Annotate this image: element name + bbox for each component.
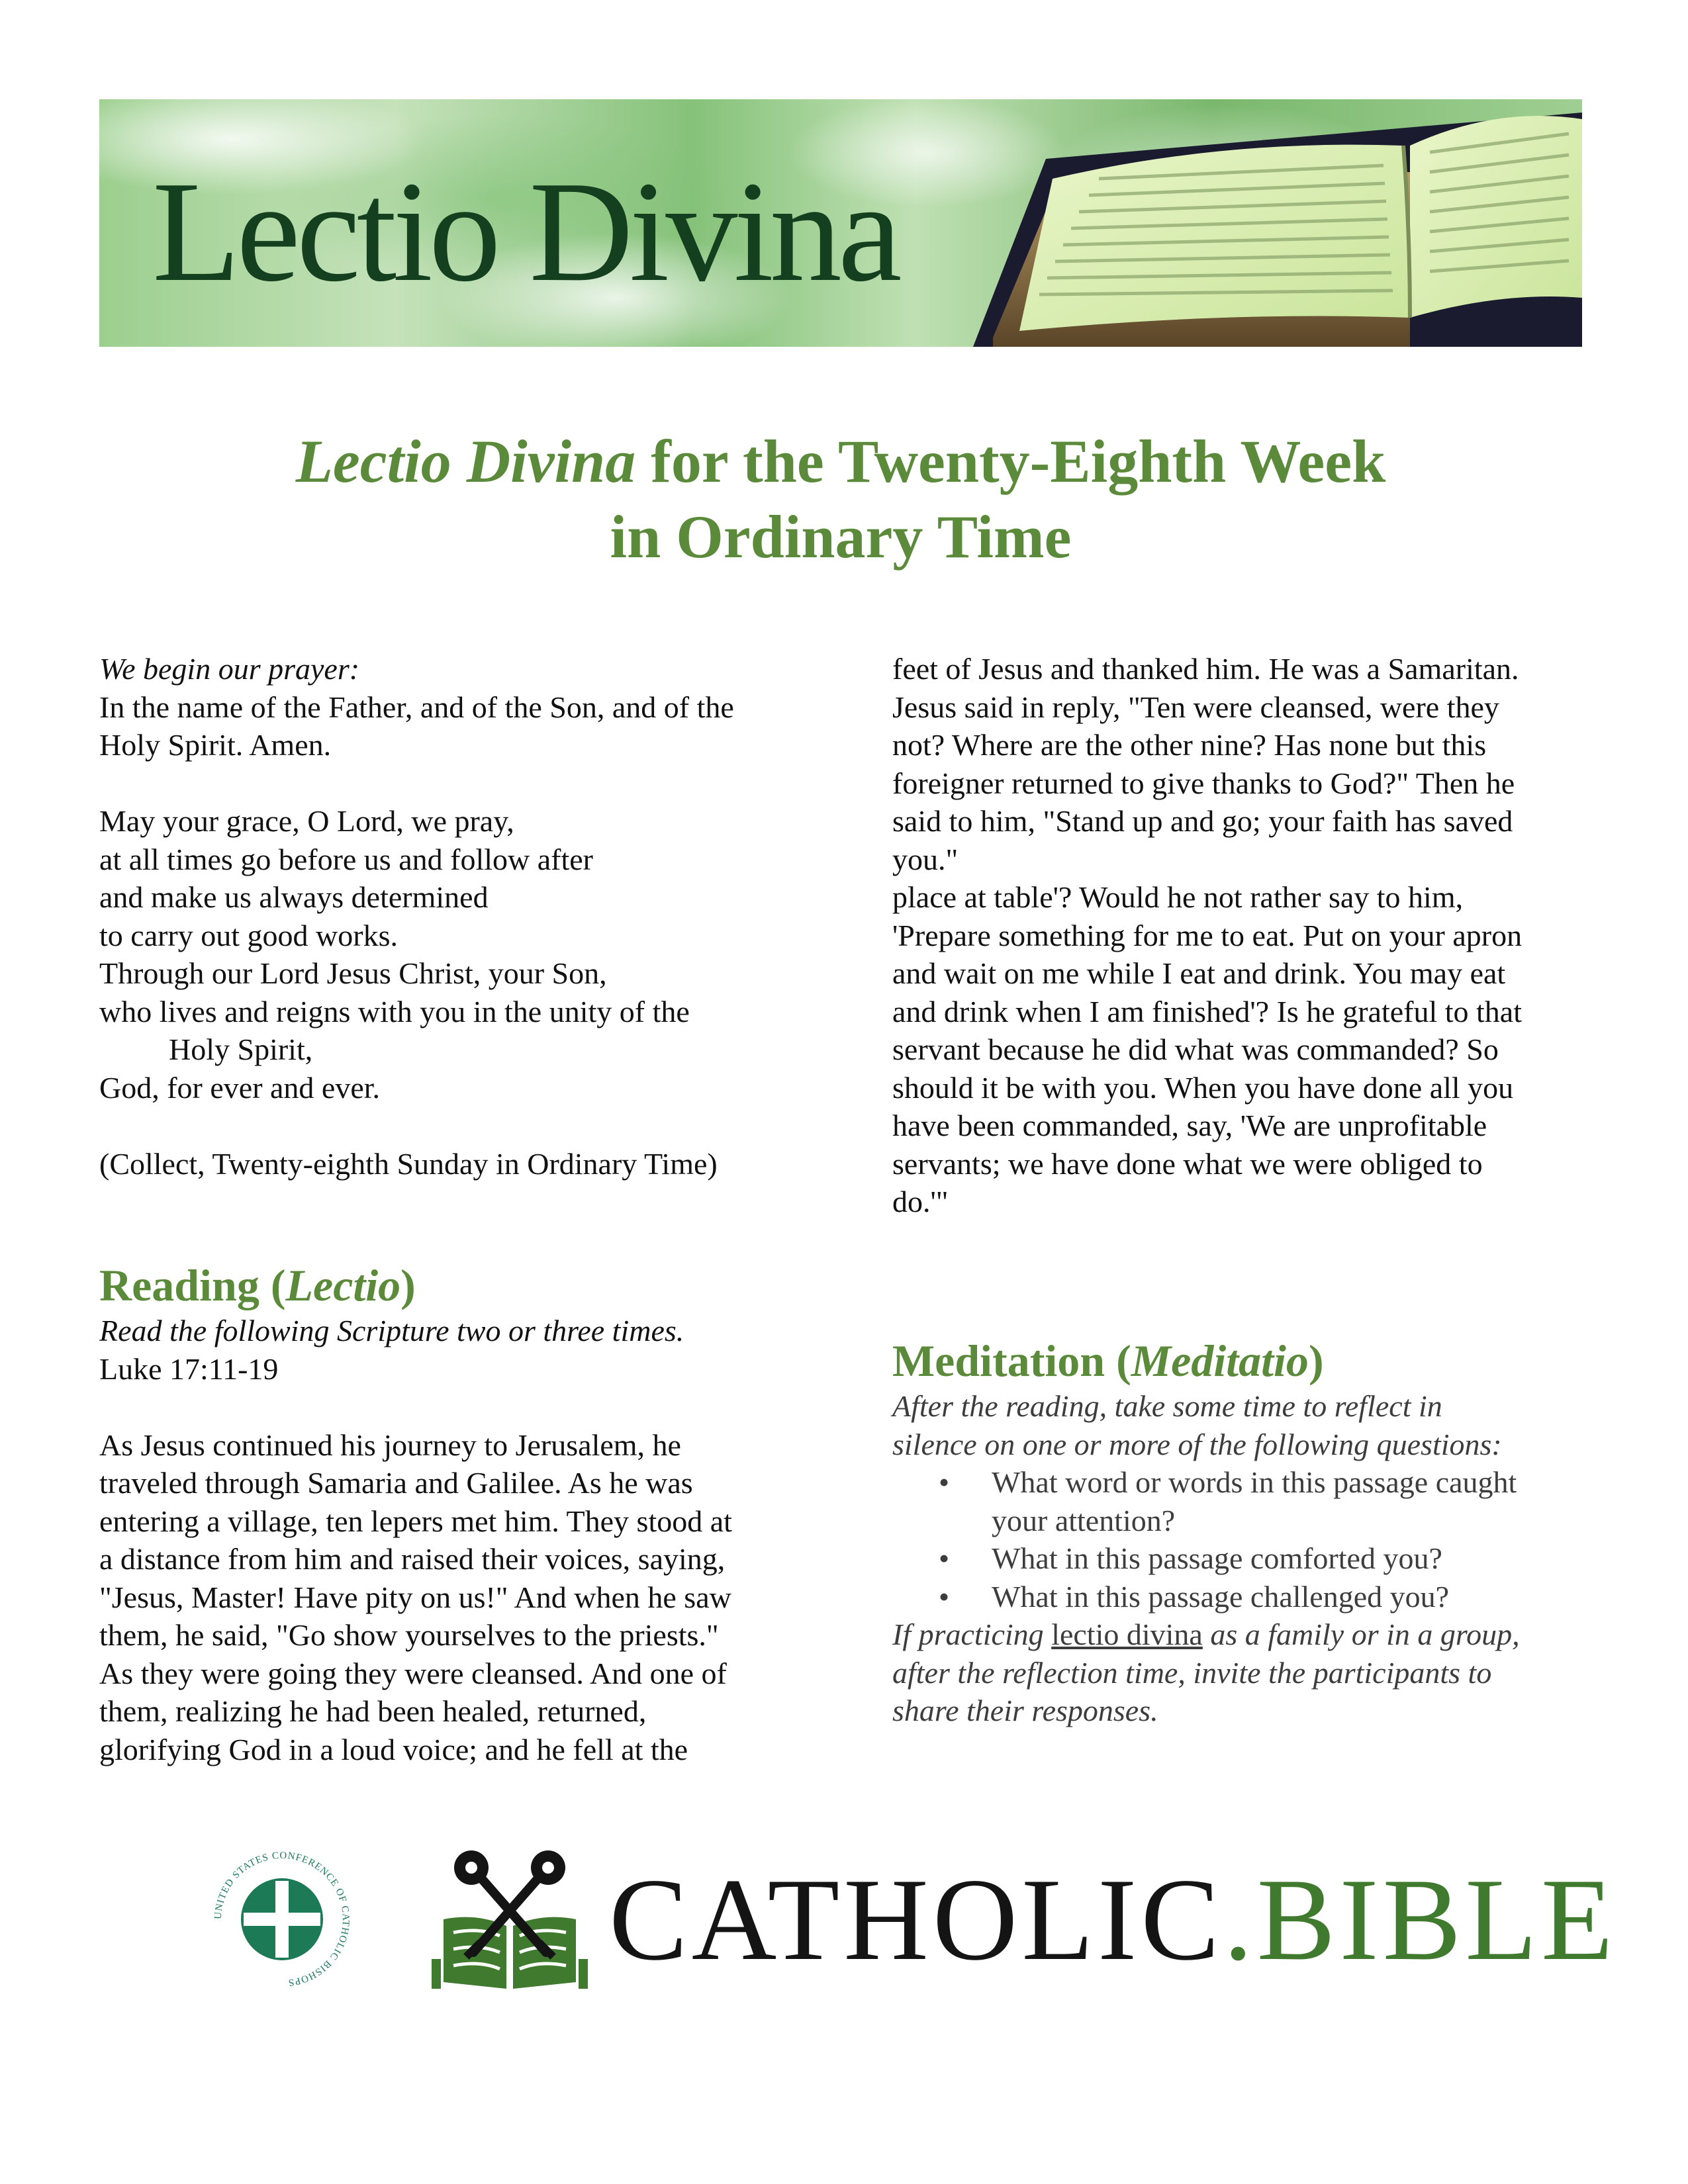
scripture-line: As they were going they were cleansed. And one of bbox=[99, 1656, 727, 1690]
collect-line: at all times go before us and follow after bbox=[99, 842, 593, 876]
scripture-line: glorifying God in a loud voice; and he fell at the bbox=[99, 1732, 688, 1766]
scripture-line: have been commanded, say, 'We are unprofitable bbox=[892, 1109, 1487, 1142]
lectio-divina-link[interactable]: lectio divina bbox=[1051, 1617, 1203, 1651]
scripture-line: "Jesus, Master! Have pity on us!" And when he saw bbox=[99, 1580, 731, 1614]
group-note-line: share their responses. bbox=[892, 1694, 1158, 1727]
brand-catholic: CATHOLIC bbox=[609, 1854, 1224, 1985]
scripture-line: servant because he did what was commanded? So bbox=[892, 1032, 1499, 1066]
banner-title: Lectio Divina bbox=[152, 152, 898, 312]
brand-bible: BIBLE bbox=[1256, 1854, 1617, 1985]
page-title bbox=[99, 424, 1582, 574]
list-item: • What word or words in this passage caught your attention? bbox=[892, 1463, 1594, 1539]
collect-line: Holy Spirit, bbox=[169, 1032, 313, 1066]
scripture-citation: Luke 17:11-19 bbox=[99, 1351, 279, 1386]
catholic-bible-wordmark bbox=[609, 1853, 1617, 1985]
reading-heading: Reading (Lectio) bbox=[99, 1260, 416, 1310]
prayer-intro: We begin our prayer: bbox=[99, 652, 360, 686]
meditation-questions bbox=[892, 1463, 1594, 1615]
scripture-line: and wait on me while I eat and drink. You may eat bbox=[892, 956, 1506, 990]
usccb-logo bbox=[209, 1846, 355, 1992]
meditation-instruction: After the reading, take some time to reflect in bbox=[892, 1389, 1442, 1423]
group-note-line: If practicing lectio divina as a family or in a group, bbox=[892, 1617, 1520, 1651]
reading-section bbox=[99, 1312, 814, 1768]
keys-and-book-icon bbox=[430, 1846, 589, 1992]
header-banner bbox=[99, 99, 1582, 347]
collect-line: who lives and reigns with you in the unity of the bbox=[99, 994, 690, 1028]
collect-line: God, for ever and ever. bbox=[99, 1070, 381, 1105]
sign-of-cross-line: Holy Spirit. Amen. bbox=[99, 728, 332, 762]
group-note-line: after the reflection time, invite the participants to bbox=[892, 1655, 1492, 1690]
reading-instruction: Read the following Scripture two or three times. bbox=[99, 1314, 684, 1347]
bullet-icon: • bbox=[939, 1465, 950, 1499]
list-item: • What in this passage challenged you? bbox=[892, 1578, 1594, 1616]
sign-of-cross-line: In the name of the Father, and of the Son, and of the bbox=[99, 690, 734, 724]
collect-line: and make us always determined bbox=[99, 880, 489, 914]
open-bible-illustration bbox=[947, 99, 1582, 347]
scripture-line: servants; we have done what we were obliged to bbox=[892, 1146, 1483, 1181]
scripture-line: Jesus said in reply, "Ten were cleansed, were they bbox=[892, 690, 1499, 724]
brand-dot: . bbox=[1223, 1854, 1257, 1985]
scripture-line: foreigner returned to give thanks to God?" Then he bbox=[892, 766, 1515, 800]
bullet-icon: • bbox=[939, 1541, 950, 1575]
meditation-heading: Meditation (Meditatio) bbox=[892, 1336, 1324, 1386]
scripture-line: and drink when I am finished'? Is he grateful to that bbox=[892, 994, 1522, 1028]
scripture-line: place at table'? Would he not rather say to him, bbox=[892, 880, 1464, 914]
scripture-line: 'Prepare something for me to eat. Put on your apron bbox=[892, 918, 1523, 952]
scripture-line: them, he said, "Go show yourselves to the priests." bbox=[99, 1618, 719, 1652]
scripture-line: them, realizing he had been healed, returned, bbox=[99, 1694, 647, 1728]
title-line1-rest: for the Twenty-Eighth Week bbox=[635, 428, 1386, 495]
scripture-line: do.'" bbox=[892, 1185, 949, 1218]
scripture-line: a distance from him and raised their voices, saying, bbox=[99, 1542, 726, 1576]
collect-line: Through our Lord Jesus Christ, your Son, bbox=[99, 956, 607, 990]
meditation-section bbox=[892, 1387, 1594, 1730]
meditation-instruction: silence on one or more of the following questions: bbox=[892, 1427, 1502, 1461]
list-item: • What in this passage comforted you? bbox=[892, 1539, 1594, 1578]
scripture-line: should it be with you. When you have done all you bbox=[892, 1070, 1514, 1105]
scripture-line: As Jesus continued his journey to Jerusalem, he bbox=[99, 1428, 681, 1462]
scripture-line: said to him, "Stand up and go; your faith has saved bbox=[892, 804, 1513, 838]
title-line2: in Ordinary Time bbox=[610, 503, 1072, 570]
scripture-line: you." bbox=[892, 842, 959, 876]
collect-line: May your grace, O Lord, we pray, bbox=[99, 804, 514, 838]
collect-source: (Collect, Twenty-eighth Sunday in Ordinary Time) bbox=[99, 1146, 718, 1181]
usccb-ring-text: UNITED STATES CONFERENCE OF CATHOLIC BISHOPS bbox=[212, 1850, 352, 1988]
title-italic: Lectio Divina bbox=[295, 428, 636, 495]
scripture-line: not? Where are the other nine? Has none but this bbox=[892, 728, 1487, 762]
scripture-line: traveled through Samaria and Galilee. As he was bbox=[99, 1466, 693, 1500]
collect-line: to carry out good works. bbox=[99, 918, 398, 952]
bullet-icon: • bbox=[939, 1579, 950, 1614]
scripture-continued bbox=[892, 650, 1594, 1221]
opening-prayer bbox=[99, 650, 814, 1183]
scripture-line: feet of Jesus and thanked him. He was a Samaritan. bbox=[892, 652, 1519, 686]
scripture-line: entering a village, ten lepers met him. They stood at bbox=[99, 1504, 732, 1538]
